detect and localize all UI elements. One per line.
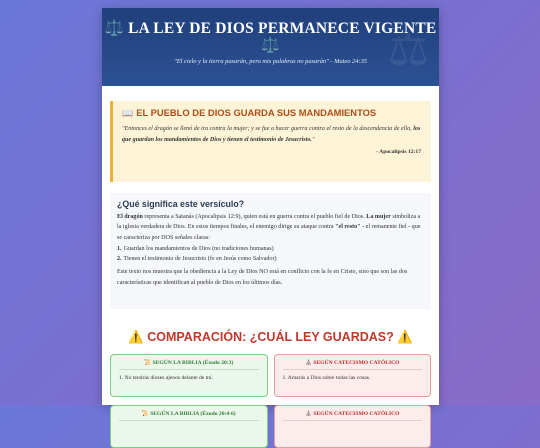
page-card [102, 8, 439, 417]
page-title-text: LA LEY DE DIOS PERMANECE VIGENTE [128, 20, 437, 37]
header-quote: "El cielo y la tierra pasarán, pero mis palabras no pasarán" - Mateo 24:35 [174, 58, 367, 65]
term-woman: La mujer [366, 214, 391, 220]
card-header: ⛪ SEGÚN CATECISMO CATÓLICO [283, 360, 423, 370]
verse-text [122, 124, 421, 145]
signs-list [117, 244, 424, 265]
list-item [117, 254, 424, 264]
verse-callout [110, 101, 431, 182]
catechism-card [274, 405, 432, 448]
scale-icon: ⚖️ [104, 20, 125, 37]
card-header: ⛪ SEGÚN CATECISMO CATÓLICO [283, 411, 423, 421]
verse-text-end: " [311, 136, 315, 143]
warning-icon: ⚠️ [128, 330, 144, 344]
scale-watermark-icon: ⚖ [387, 24, 429, 75]
explanation-box [110, 193, 431, 309]
explanation-title: ¿Qué significa este versículo? [117, 199, 245, 209]
explanation-text: - el remanente fiel - que se caracteriza por DOS señales claras: [117, 224, 421, 241]
list-item-text: Tienen el testimonio de Jesucristo (fe en Jesús como Salvador) [123, 256, 277, 263]
card-body: 1. Amarás a Dios sobre todas las cosas. [282, 375, 371, 381]
hero-header [102, 8, 439, 86]
conclusion-paragraph: Este texto nos muestra que la obediencia a la Ley de Dios NO está en conflicto con la fe en Cristo, sino que son las dos características que identifican al pueblo de Dios en los últimos días. [117, 269, 408, 286]
comparison-title-text: COMPARACIÓN: ¿CUÁL LEY GUARDAS? [147, 330, 394, 344]
bible-card [110, 405, 268, 448]
book-icon: 📖 [122, 108, 134, 118]
explanation-paragraph [117, 212, 424, 243]
callout-title [122, 107, 421, 119]
scale-icon: ⚖️ [261, 38, 280, 54]
catechism-card [274, 354, 432, 397]
list-item [117, 244, 424, 254]
card-header: 📜 SEGÚN LA BIBLIA (Éxodo 20:3) [119, 360, 259, 370]
explanation-text: simboliza a la iglesia verdadera de Dios. En estos tiempos finales, el enemigo dirige su ataque contra [117, 214, 421, 231]
card-header: 📜 SEGÚN LA BIBLIA (Éxodo 20:4-6) [119, 411, 259, 421]
verse-reference: - Apocalipsis 12:17 [376, 149, 421, 155]
list-item-text: Guardan los mandamientos de Dios (no tradiciones humanas) [123, 245, 274, 252]
explanation-text: representa a Satanás (Apocalipsis 12:9), quien está en guerra contra el pueblo fiel de Dios. [142, 214, 367, 220]
card-body: 1. No tendrás dioses ajenos delante de mí. [119, 375, 213, 381]
list-number: 2. [117, 256, 122, 263]
term-remnant: "el resto" [335, 224, 361, 231]
comparison-grid [110, 354, 431, 448]
comparison-title [102, 330, 439, 345]
bible-card [110, 354, 268, 397]
list-number: 1. [117, 245, 122, 252]
warning-icon: ⚠️ [397, 330, 413, 344]
verse-text-start: "Entonces el dragón se llenó de ira contra la mujer; y se fue a hacer guerra contra el resto de la descendencia de ella, [122, 126, 414, 132]
callout-title-text: EL PUEBLO DE DIOS GUARDA SUS MANDAMIENTOS [136, 107, 377, 118]
verse-text-bold: los que guardan los mandamientos de Dios y tienen el testimonio de Jesucristo. [122, 126, 421, 143]
term-dragon: El dragón [117, 214, 143, 220]
